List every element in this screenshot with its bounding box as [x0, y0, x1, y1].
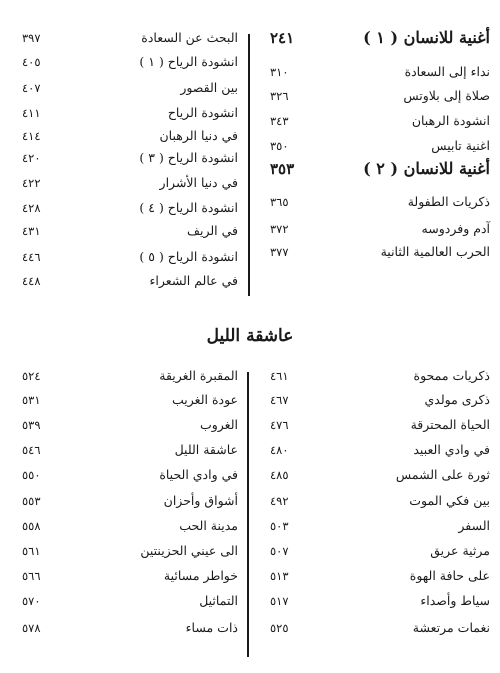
toc-entry-row: [270, 219, 490, 239]
toc-heading-row: [270, 28, 490, 48]
toc-entry-row: [22, 440, 238, 460]
toc-entry-row: [270, 62, 490, 82]
toc-entry-title: التماثيل: [199, 593, 238, 608]
toc-page-number: ٥٥٣: [22, 494, 41, 508]
toc-entry-title: انشودة الرياح ( ٣ ): [139, 150, 238, 165]
toc-entry-row: [270, 591, 490, 611]
toc-page-number: ٥٠٣: [270, 519, 289, 533]
toc-page-number: ٤٢٢: [22, 176, 41, 190]
toc-entry-title: عودة الغريب: [172, 392, 238, 407]
toc-page-number: ٤٢٠: [22, 151, 41, 165]
toc-entry-row: [270, 111, 490, 131]
toc-entry-row: [270, 566, 490, 586]
toc-entry-title: نغمات مرتعشة: [412, 620, 490, 635]
toc-entry-title: مرثية عريق: [430, 543, 490, 558]
toc-heading-title: أغنية للانسان ( ٢ ): [363, 159, 490, 178]
toc-entry-row: [22, 390, 238, 410]
toc-page-number: ٥٢٥: [270, 621, 289, 635]
toc-entry-row: [270, 491, 490, 511]
toc-entry-title: في وادي الحياة: [159, 467, 238, 482]
toc-entry-title: أشواق وأحزان: [163, 493, 238, 508]
toc-entry-title: خواطر مسائية: [163, 568, 238, 583]
toc-entry-row: [22, 618, 238, 638]
toc-page-number: ٥٧٨: [22, 621, 41, 635]
toc-page-number: ٤٢٨: [22, 201, 41, 215]
toc-entry-row: [22, 173, 238, 193]
toc-entry-title: الحرب العالمية الثانية: [380, 244, 490, 259]
top-section: [0, 28, 500, 308]
toc-entry-row: [270, 242, 490, 262]
toc-entry-title: الى عيني الحزينتين: [140, 543, 238, 558]
top-right-column: [270, 28, 490, 308]
toc-entry-title: المقبرة الغريقة: [159, 368, 238, 383]
toc-entry-title: الغروب: [199, 417, 238, 432]
toc-entry-title: في عالم الشعراء: [149, 273, 238, 288]
toc-entry-row: [22, 415, 238, 435]
toc-entry-title: اغنية تابيس: [431, 138, 490, 153]
toc-entry-title: بين فكي الموت: [409, 493, 490, 508]
toc-entry-row: [270, 136, 490, 156]
toc-page-number: ٤١٤: [22, 129, 41, 143]
toc-entry-title: الحياة المحترقة: [410, 417, 490, 432]
toc-page-number: ٥٣١: [22, 393, 41, 407]
toc-page-number: ٣٥٣: [270, 160, 295, 178]
toc-entry-row: [270, 192, 490, 212]
toc-page-number: ٤٨٥: [270, 468, 289, 482]
bottom-left-column: [22, 366, 238, 666]
toc-entry-title: ذكرى مولدي: [424, 392, 490, 407]
toc-entry-row: [22, 28, 238, 48]
toc-entry-row: [270, 86, 490, 106]
toc-page-number: ٤٨٠: [270, 443, 289, 457]
toc-page-number: ٤٦١: [270, 369, 289, 383]
bottom-section: [0, 366, 500, 666]
toc-page-number: ٤٤٦: [22, 250, 41, 264]
toc-entry-title: انشودة الرياح ( ١ ): [139, 54, 238, 69]
toc-page-number: ٥٤٦: [22, 443, 41, 457]
toc-page-number: ٤٠٥: [22, 55, 41, 69]
toc-page-number: ٣٧٢: [270, 222, 289, 236]
toc-page-number: ٣٤٣: [270, 114, 289, 128]
toc-entry-title: انشودة الرياح: [167, 105, 238, 120]
toc-entry-title: في دنيا الأشرار: [159, 175, 238, 190]
toc-page-number: ٥٠٧: [270, 544, 289, 558]
toc-page-number: ٤٩٢: [270, 494, 289, 508]
toc-page-number: ٤٤٨: [22, 274, 41, 288]
toc-entry-row: [22, 148, 238, 168]
toc-page-number: ٣٥٠: [270, 139, 289, 153]
toc-page-number: ٣٦٥: [270, 195, 289, 209]
top-column-divider: [248, 34, 250, 296]
toc-page-number: ٤٠٧: [22, 81, 41, 95]
toc-entry-title: ذكريات الطفولة: [407, 194, 490, 209]
toc-entry-title: انشودة الرهبان: [411, 113, 490, 128]
bottom-right-column: [270, 366, 490, 666]
toc-entry-row: [22, 491, 238, 511]
toc-entry-title: نداء إلى السعادة: [404, 64, 490, 79]
toc-entry-title: صلاة إلى بلاوتس: [403, 88, 490, 103]
toc-entry-row: [22, 591, 238, 611]
bottom-column-divider: [247, 372, 249, 657]
toc-entry-title: سياط وأصداء: [420, 593, 490, 608]
toc-entry-row: [22, 103, 238, 123]
toc-entry-title: آدم وفردوسه: [421, 221, 490, 236]
toc-entry-row: [270, 366, 490, 386]
toc-entry-title: ذات مساء: [185, 620, 238, 635]
toc-entry-row: [270, 390, 490, 410]
toc-page-number: ٥٥٠: [22, 468, 41, 482]
toc-entry-title: مدينة الحب: [179, 518, 238, 533]
toc-entry-title: على حافة الهوة: [409, 568, 490, 583]
toc-entry-title: بين القصور: [180, 80, 238, 95]
toc-entry-row: [270, 516, 490, 536]
toc-entry-row: [22, 541, 238, 561]
toc-page-number: ٣٩٧: [22, 31, 41, 45]
toc-page-number: ٢٤١: [270, 29, 295, 47]
toc-entry-row: [22, 271, 238, 291]
toc-page-number: ٣٢٦: [270, 89, 289, 103]
toc-entry-row: [22, 566, 238, 586]
toc-entry-row: [270, 440, 490, 460]
toc-heading-row: [270, 159, 490, 179]
toc-entry-title: انشودة الرياح ( ٤ ): [139, 200, 238, 215]
toc-entry-row: [270, 465, 490, 485]
toc-page-number: ٥١٧: [270, 594, 289, 608]
toc-page-number: ٥١٣: [270, 569, 289, 583]
toc-entry-title: في دنيا الرهبان: [159, 128, 238, 143]
toc-entry-title: انشودة الرياح ( ٥ ): [139, 249, 238, 264]
toc-heading-title: أغنية للانسان ( ١ ): [363, 28, 490, 47]
toc-entry-row: [22, 198, 238, 218]
toc-page-number: ٥٥٨: [22, 519, 41, 533]
toc-entry-row: [22, 78, 238, 98]
toc-entry-title: ذكريات ممحوة: [413, 368, 490, 383]
toc-entry-title: ثورة على الشمس: [395, 467, 490, 482]
toc-page-number: ٥٢٤: [22, 369, 41, 383]
toc-entry-row: [22, 366, 238, 386]
toc-entry-row: [22, 126, 238, 146]
toc-entry-row: [22, 247, 238, 267]
toc-page-number: ٣١٠: [270, 65, 289, 79]
toc-page-number: ٤٣١: [22, 224, 41, 238]
toc-entry-row: [270, 541, 490, 561]
toc-entry-title: البحث عن السعادة: [141, 30, 238, 45]
toc-page-number: ٥٦١: [22, 544, 41, 558]
toc-page-number: ٥٣٩: [22, 418, 41, 432]
toc-entry-row: [22, 52, 238, 72]
toc-entry-row: [270, 415, 490, 435]
toc-entry-row: [22, 221, 238, 241]
toc-page-number: ٤١١: [22, 106, 41, 120]
toc-page-number: ٤٦٧: [270, 393, 289, 407]
toc-entry-title: في الريف: [187, 223, 238, 238]
toc-page-number: ٤٧٦: [270, 418, 289, 432]
toc-entry-title: السفر: [458, 518, 490, 533]
section-title: عاشقة الليل: [206, 326, 294, 346]
toc-entry-title: عاشقة الليل: [174, 442, 238, 457]
toc-entry-row: [22, 516, 238, 536]
toc-entry-row: [270, 618, 490, 638]
toc-entry-title: في وادي العبيد: [413, 442, 490, 457]
top-left-column: [22, 28, 238, 308]
toc-page-number: ٥٧٠: [22, 594, 41, 608]
toc-page-number: ٣٧٧: [270, 245, 289, 259]
toc-entry-row: [22, 465, 238, 485]
toc-page-number: ٥٦٦: [22, 569, 41, 583]
